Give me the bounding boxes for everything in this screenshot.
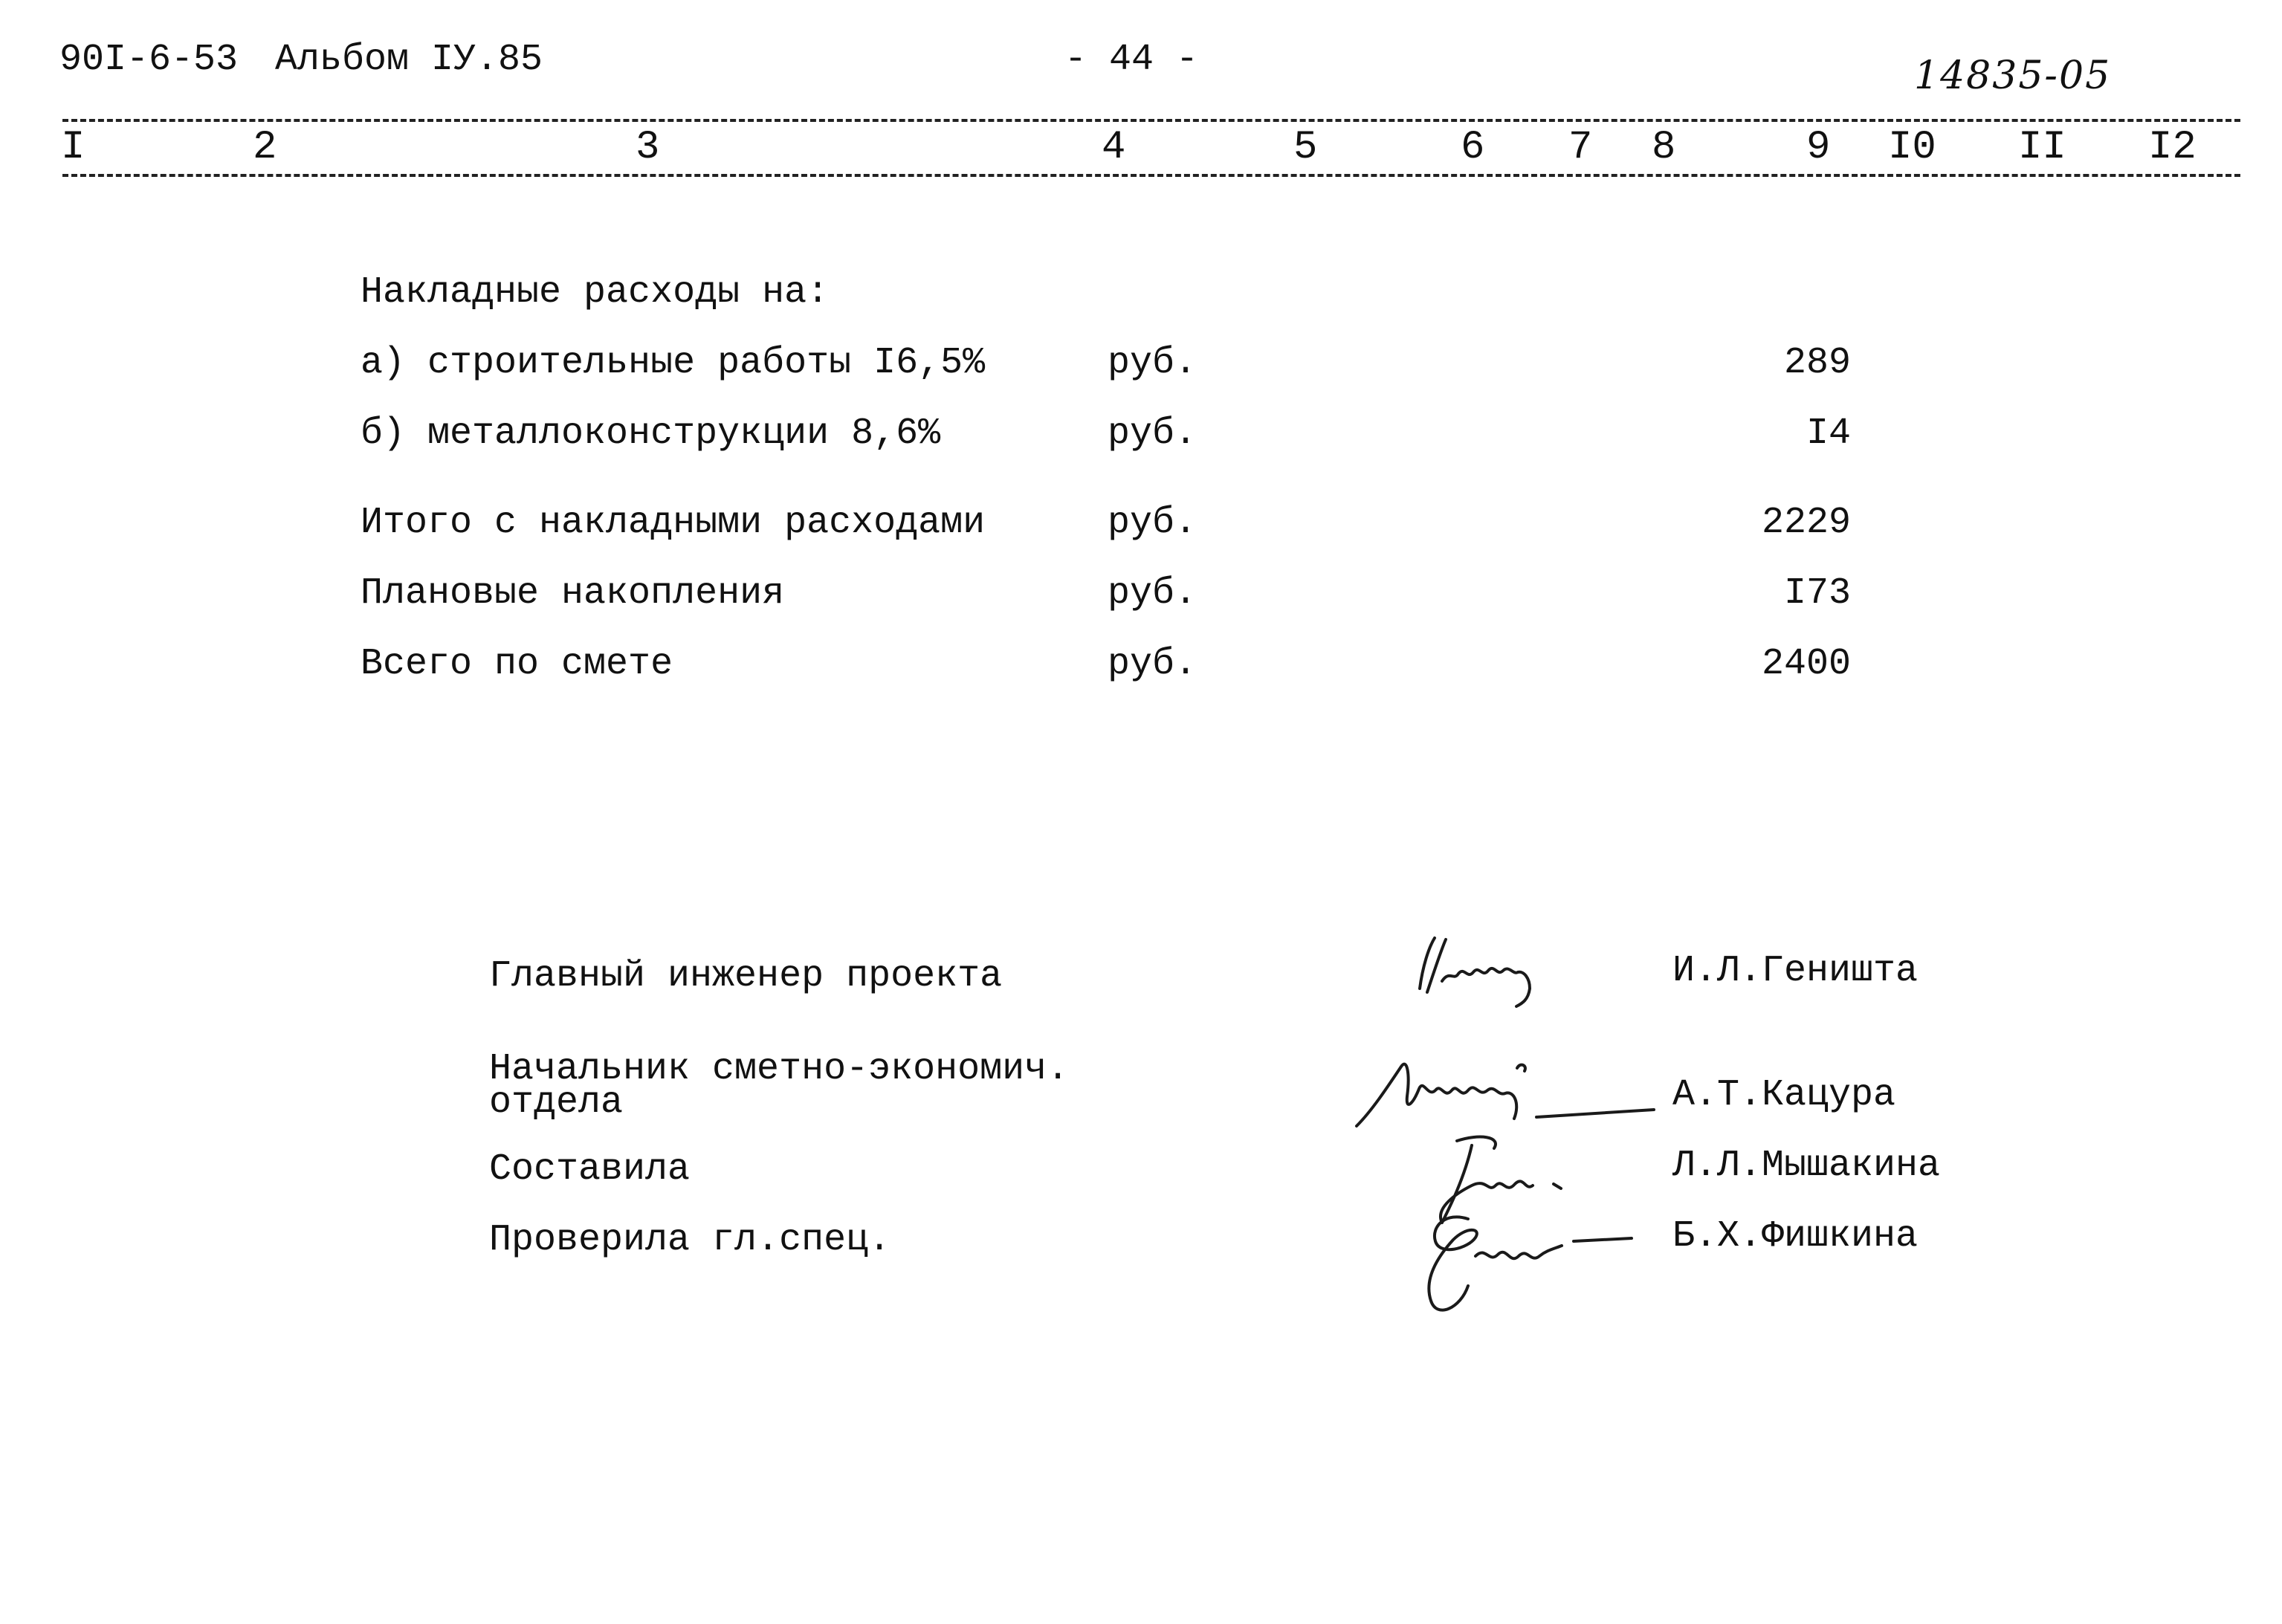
top-dashed-rule bbox=[62, 119, 2240, 122]
column-number: 7 bbox=[1568, 125, 1593, 170]
handwritten-id: 14835-05 bbox=[1914, 54, 2112, 98]
cost-row-value: 2400 bbox=[1761, 643, 1851, 685]
cost-row-label: Итого с накладными расходами bbox=[361, 502, 986, 544]
column-number: II bbox=[2018, 125, 2066, 170]
cost-row-label: Всего по смете bbox=[361, 643, 673, 685]
column-number: 3 bbox=[636, 125, 660, 170]
column-number: 5 bbox=[1293, 125, 1318, 170]
column-number: 9 bbox=[1806, 125, 1831, 170]
cost-row-unit: руб. bbox=[1108, 502, 1197, 544]
column-number: 4 bbox=[1102, 125, 1126, 170]
cost-row-label: б) металлоконструкции 8,6% bbox=[361, 413, 941, 455]
album-label: Альбом IУ.85 bbox=[275, 39, 543, 81]
cost-row-unit: руб. bbox=[1108, 643, 1197, 685]
signer-name: И.Л.Геништа bbox=[1672, 950, 1919, 992]
column-number: I2 bbox=[2148, 125, 2197, 170]
signer-name: А.Т.Кацура bbox=[1672, 1074, 1896, 1116]
signature-mark bbox=[1405, 929, 1583, 1011]
column-number: 2 bbox=[253, 125, 277, 170]
cost-row-label: а) строительные работы I6,5% bbox=[361, 342, 986, 384]
signer-name: Б.Х.Фишкина bbox=[1672, 1215, 1919, 1258]
page-number: - 44 - bbox=[1064, 39, 1199, 81]
signature-mark bbox=[1409, 1197, 1646, 1338]
cost-row-unit: руб. bbox=[1108, 342, 1197, 384]
signer-position: Главный инженер проекта bbox=[489, 955, 1003, 997]
cost-row-value: I73 bbox=[1783, 572, 1851, 615]
cost-row-value: 289 bbox=[1783, 342, 1851, 384]
column-number: I0 bbox=[1888, 125, 1936, 170]
cost-row-value: I4 bbox=[1806, 413, 1851, 455]
signer-position-continued: отдела bbox=[489, 1081, 624, 1124]
cost-row-label: Плановые накопления bbox=[361, 572, 785, 615]
signer-name: Л.Л.Мышакина bbox=[1672, 1145, 1941, 1187]
document-code: 90I-6-53 bbox=[59, 39, 239, 81]
cost-row-value: 2229 bbox=[1761, 502, 1851, 544]
signer-position: Проверила гл.спец. bbox=[489, 1219, 891, 1261]
bottom-dashed-rule bbox=[62, 174, 2240, 177]
column-number: 8 bbox=[1652, 125, 1676, 170]
column-number: 6 bbox=[1461, 125, 1485, 170]
cost-row-unit: руб. bbox=[1108, 572, 1197, 615]
cost-row-unit: руб. bbox=[1108, 413, 1197, 455]
signer-position: Составила bbox=[489, 1148, 691, 1191]
column-number: I bbox=[61, 125, 85, 170]
signer-position: Начальник сметно-экономич. bbox=[489, 1048, 1070, 1090]
cost-heading: Накладные расходы на: bbox=[361, 271, 830, 314]
